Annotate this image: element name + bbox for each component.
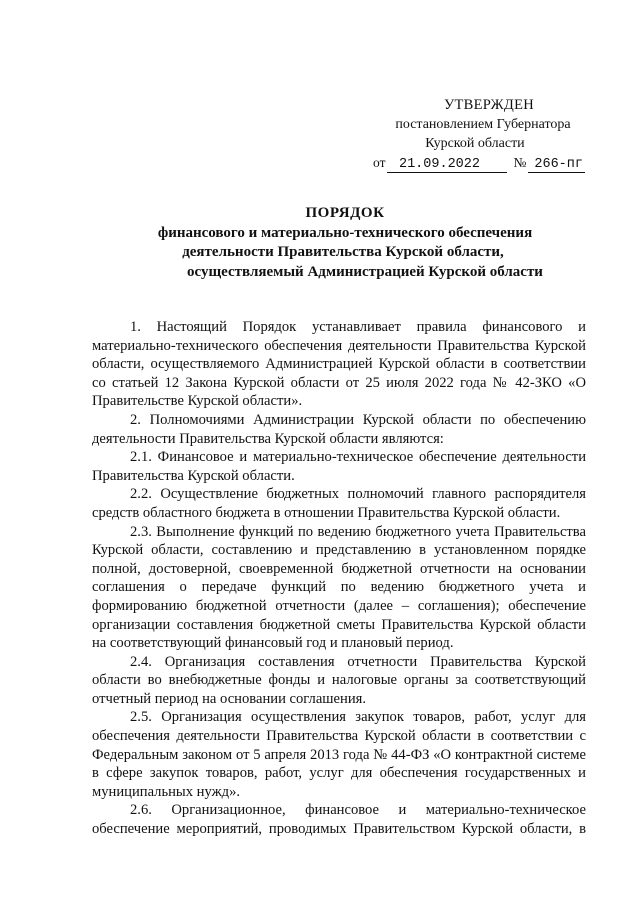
- approval-title: УТВЕРЖДЕН: [443, 97, 535, 113]
- approval-line-1: постановлением Губернатора: [395, 117, 571, 132]
- title-line-1: финансового и материально-технического обеспечения: [157, 224, 533, 241]
- approval-signature-line: [368, 153, 590, 173]
- approval-number: 266-пг: [528, 157, 585, 173]
- paragraph-1: 1. Настоящий Порядок устанавливает правила финансового и материально-технического обеспечения деятельности Правительства Курской области, осуществляемого Администрацией Курской области в соответствии со статьей 12 Закона Курской области от 25 июля 2022 года № 42-ЗКО «О Правительстве Курской области».: [92, 319, 586, 410]
- approval-stamp: [360, 96, 590, 173]
- paragraph-2-4: 2.4. Организация составления отчетности Правительства Курской области во внебюджетные фонды и налоговые органы за соответствующий отчетный период на основании соглашения.: [92, 653, 586, 707]
- approval-date: 21.09.2022: [387, 157, 507, 173]
- date-prefix: от: [373, 155, 386, 170]
- approval-line-2: Курской области: [425, 136, 525, 151]
- paragraph-2: 2. Полномочиями Администрации Курской области по обеспечению деятельности Правительства Курской области являются:: [92, 411, 586, 447]
- paragraph-2-2: 2.2. Осуществление бюджетных полномочий главного распорядителя средств областного бюджета в отношении Правительства Курской области.: [92, 486, 586, 521]
- document-title: [90, 204, 600, 282]
- title-heading: ПОРЯДОК: [305, 205, 385, 221]
- paragraph-2-3: 2.3. Выполнение функций по ведению бюджетного учета Правительства Курской области, составлению и представлению в установленном порядке полной, достоверной, своевременной бюджетной отчетности на основании соглашения о передаче функций по ведению бюджетного учета и формированию бюджетной отчетности (далее – соглашения); обеспечение организации составления бюджетной сметы Правительства Курской области на соответствующий финансовый год и плановый период.: [92, 523, 586, 652]
- paragraph-2-1: 2.1. Финансовое и материально-техническое обеспечение деятельности Правительства Курской области.: [92, 449, 586, 484]
- paragraph-2-5: 2.5. Организация осуществления закупок товаров, работ, услуг для обеспечения деятельности Правительства Курской области в соответствии с Федеральным законом от 5 апреля 2013 года № 44-ФЗ «О контрактной системе в сфере закупок товаров, работ, услуг для обеспечения государственных и муниципальных нужд».: [92, 709, 586, 800]
- number-prefix: №: [513, 155, 527, 170]
- document-body: [92, 318, 586, 839]
- title-line-3: осуществляемый Администрацией Курской области: [187, 263, 543, 280]
- title-line-2: деятельности Правительства Курской области,: [182, 244, 504, 260]
- paragraph-2-6: 2.6. Организационное, финансовое и материально-техническое обеспечение мероприятий, проводимых Правительством Курской области, в: [92, 802, 586, 838]
